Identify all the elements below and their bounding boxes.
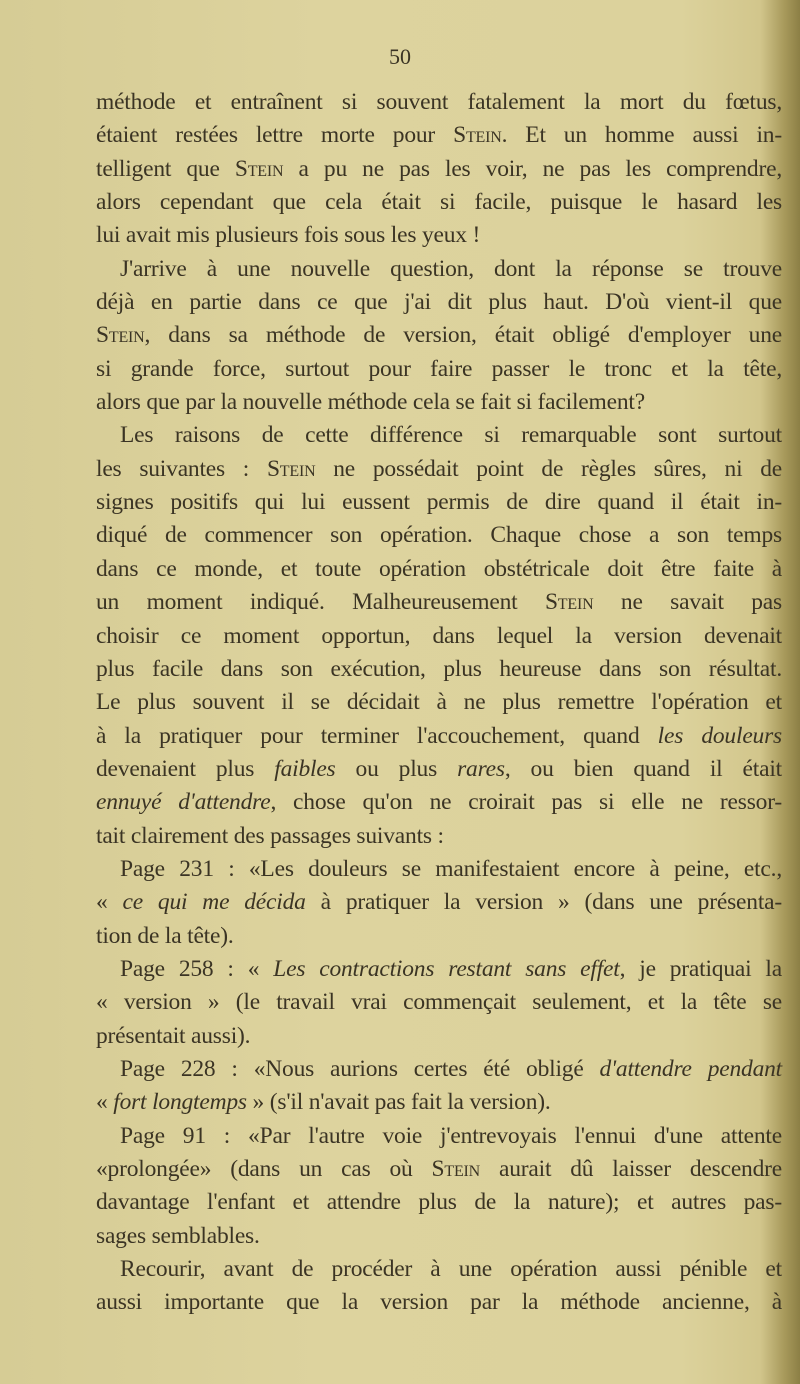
text-segment: alors que par la nouvelle méthode cela se fait si facilement? (96, 389, 645, 416)
text-line (96, 353, 782, 386)
text-line (96, 253, 782, 286)
text-segment: J'arrive à une nouvelle question, dont la réponse se trouve (120, 255, 782, 282)
italic-text: d'attendre pendant (599, 1055, 783, 1082)
text-segment: sages semblables. (96, 1222, 260, 1249)
text-segment: Page 228 : «Nous aurions certes été obligé (120, 1055, 600, 1082)
text-segment: Les raisons de cette différence si remarquable sont surtout (120, 422, 782, 449)
italic-text: ce qui me décida (122, 889, 306, 916)
text-line (96, 853, 782, 886)
author-name: Stein (544, 589, 594, 616)
text-segment: , dans sa méthode de version, était obligé d'employer une (144, 322, 782, 349)
text-line (96, 453, 782, 486)
text-line (96, 186, 782, 219)
text-segment: » (s'il n'avait pas fait la version). (246, 1089, 551, 1116)
text-segment: lui avait mis plusieurs fois sous les yeux ! (96, 222, 481, 249)
text-segment: , je pratiquai la (619, 955, 782, 982)
text-line (96, 86, 782, 119)
text-line (96, 820, 782, 853)
text-line (96, 620, 782, 653)
text-segment: étaient restées lettre morte pour (96, 122, 454, 149)
text-segment: plus facile dans son exécution, plus heureuse dans son résultat. (96, 655, 782, 682)
text-segment: un moment indiqué. Malheureusement (96, 589, 545, 616)
text-line (96, 1020, 782, 1053)
text-line (96, 1220, 782, 1253)
text-segment: Page 258 : « (120, 955, 274, 982)
page-number: 50 (389, 44, 411, 69)
text-line (96, 686, 782, 719)
text-line (96, 753, 782, 786)
author-name: Stein (266, 455, 316, 482)
italic-text: rares (457, 755, 505, 782)
text-line (96, 319, 782, 352)
text-segment: présentait aussi). (96, 1022, 251, 1049)
text-segment: davantage l'enfant et attendre plus de la nature); et autres pas- (96, 1189, 782, 1216)
text-line (96, 886, 782, 919)
text-segment: Recourir, avant de procéder à une opération aussi pénible et (120, 1256, 782, 1283)
text-segment: , ou bien quand il était (504, 755, 782, 782)
text-line (96, 219, 782, 252)
text-line (96, 586, 782, 619)
text-segment: aussi importante que la version par la méthode ancienne, à (96, 1289, 782, 1316)
author-name: Stein (234, 155, 284, 182)
text-line (96, 1153, 782, 1186)
text-line (96, 1186, 782, 1219)
text-line (96, 1053, 782, 1086)
text-line (96, 953, 782, 986)
text-line (96, 786, 782, 819)
text-segment: déjà en partie dans ce que j'ai dit plus haut. D'où vient-il que (96, 289, 782, 316)
text-line (96, 1253, 782, 1286)
text-segment: a pu ne pas les voir, ne pas les comprendre, (283, 155, 782, 182)
text-segment: tion de la tête). (96, 922, 234, 949)
text-line (96, 119, 782, 152)
text-line (96, 920, 782, 953)
text-line (96, 653, 782, 686)
body-text (96, 86, 782, 1320)
text-segment: , chose qu'on ne croirait pas si elle ne ressor- (270, 789, 783, 816)
text-segment: Le plus souvent il se décidait à ne plus remettre l'opération et (96, 689, 782, 716)
text-segment: choisir ce moment opportun, dans lequel la version devenait (96, 622, 782, 649)
text-segment: . Et un homme aussi in- (501, 122, 782, 149)
text-segment: ne possédait point de règles sûres, ni de (315, 455, 782, 482)
author-name: Stein (453, 122, 502, 149)
text-segment: signes positifs qui lui eussent permis de dire quand il était in- (96, 489, 782, 516)
text-segment: méthode et entraînent si souvent fatalement la mort du fœtus, (96, 89, 782, 115)
text-line (96, 386, 782, 419)
text-segment: Page 91 : «Par l'autre voie j'entrevoyais l'ennui d'une attente (120, 1122, 782, 1149)
text-line (96, 519, 782, 552)
text-line (96, 720, 782, 753)
text-line (96, 153, 782, 186)
italic-text: fort longtemps (113, 1089, 247, 1116)
text-segment: si grande force, surtout pour faire passer le tronc et la tête, (96, 355, 782, 382)
text-line (96, 553, 782, 586)
author-name: Stein (96, 322, 145, 349)
text-line (96, 986, 782, 1019)
author-name: Stein (431, 1156, 481, 1182)
text-segment: diqué de commencer son opération. Chaque chose a son temps (96, 522, 782, 549)
text-line (96, 419, 782, 452)
text-segment: « version » (le travail vrai commençait seulement, et la tête se (96, 989, 782, 1016)
italic-text: Les contractions restant sans effet (273, 955, 620, 982)
text-line (96, 486, 782, 519)
text-segment: les suivantes : (96, 455, 267, 482)
text-line (96, 286, 782, 319)
text-line (96, 1286, 782, 1319)
text-segment: à pratiquer la version » (dans une présenta- (305, 889, 783, 916)
text-segment: tait clairement des passages suivants : (96, 822, 444, 849)
text-segment: « (96, 889, 123, 916)
italic-text: faibles (274, 755, 336, 782)
text-segment: «prolongée» (dans un cas où (96, 1156, 432, 1182)
text-segment: devenaient plus (96, 755, 275, 782)
text-segment: ne savait pas (593, 589, 782, 616)
text-segment: à la pratiquer pour terminer l'accouchement, quand (96, 722, 658, 749)
italic-text: ennuyé d'attendre (96, 789, 271, 816)
italic-text: les douleurs (657, 722, 782, 749)
text-segment: ou plus (335, 755, 458, 782)
text-segment: telligent que (96, 155, 235, 182)
text-segment: Page 231 : «Les douleurs se manifestaient encore à peine, etc., (120, 855, 782, 882)
text-line (96, 1086, 782, 1119)
text-segment: alors cependant que cela était si facile, puisque le hasard les (96, 189, 782, 216)
text-segment: aurait dû laisser descendre (480, 1156, 783, 1182)
text-line (96, 1120, 782, 1153)
text-segment: « (96, 1089, 114, 1116)
text-segment: dans ce monde, et toute opération obstétricale doit être faite à (96, 555, 782, 582)
